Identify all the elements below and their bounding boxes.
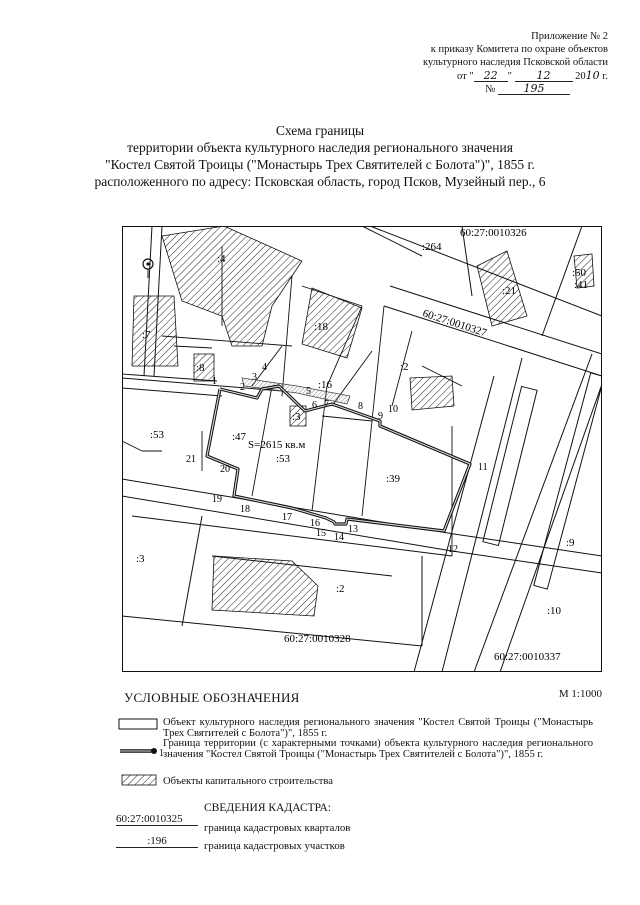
buildings: [132, 226, 594, 616]
svg-text:15: 15: [316, 528, 326, 539]
cadastre-quarter-number: 60:27:0010325: [116, 813, 198, 826]
document-title: [0, 122, 640, 190]
svg-text::2: :2: [336, 583, 345, 595]
map-scale: М 1:1000: [558, 688, 602, 700]
cadastral-map: [122, 226, 602, 672]
title-line-2: территории объекта культурного наследия регионального значения: [127, 140, 513, 155]
svg-text::21: :21: [502, 285, 517, 297]
heritage-object-footprint: [242, 378, 350, 404]
cadastre-parcel-desc: граница кадастровых участков: [204, 840, 345, 852]
svg-text::9: :9: [566, 537, 575, 549]
quarter-label: 60:27:0010337: [494, 651, 561, 663]
svg-text::2: :2: [400, 361, 409, 373]
order-date: от " 22 " 12 2010 г.: [456, 69, 608, 82]
svg-text::50: :50: [572, 267, 587, 279]
svg-text::53: :53: [276, 453, 291, 465]
title-line-4: расположенного по адресу: Псковская область, город Псков, Музейный пер., 6: [94, 174, 546, 189]
number-value: 195: [498, 83, 570, 95]
svg-text:16: 16: [310, 518, 320, 529]
svg-text::7: :7: [142, 329, 151, 341]
svg-text::53: :53: [150, 429, 165, 441]
svg-text::18: :18: [314, 321, 329, 333]
order-number: № 195: [358, 83, 608, 96]
svg-text:9: 9: [378, 411, 383, 422]
svg-text:8: 8: [358, 401, 363, 412]
svg-text:21: 21: [186, 454, 196, 465]
svg-text::8: :8: [196, 362, 205, 374]
legend-item-territory-boundary: [118, 743, 162, 762]
legend-text-territory-boundary: Граница территории (с характерными точками) объекта культурного наследия регионального значения "Костел Святой Троицы ("Монастырь Трех Святителей с Болота")", 1855 г.: [163, 738, 593, 760]
legend-heading: УСЛОВНЫЕ ОБОЗНАЧЕНИЯ: [124, 690, 300, 705]
svg-text::47: :47: [232, 431, 247, 443]
title-line-3: "Костел Святой Троицы ("Монастырь Трех Святителей с Болота")", 1855 г.: [105, 157, 535, 172]
quarter-label: 60:27:0010326: [460, 227, 527, 239]
svg-text:20: 20: [220, 464, 230, 475]
legend-point-number: 1: [159, 748, 164, 759]
order-line: к приказу Комитета по охране объектов: [430, 44, 608, 55]
svg-text:2: 2: [240, 382, 245, 393]
svg-text:19: 19: [212, 494, 222, 505]
cadastre-parcel-number: :196: [116, 835, 198, 848]
heritage-object-swatch: [118, 717, 158, 731]
date-month: 12: [515, 70, 573, 82]
building-swatch: [118, 773, 158, 787]
svg-text:3: 3: [252, 372, 257, 383]
legend-text-heritage-object: Объект культурного наследия регионального значения "Костел Святой Троицы ("Монастырь Трех Святителей с Болота")", 1855 г.: [163, 717, 593, 739]
svg-text::4: :4: [217, 253, 226, 265]
title-line-1: Схема границы: [275, 123, 365, 138]
svg-text::39: :39: [386, 473, 401, 485]
geodetic-mark: [143, 259, 153, 278]
svg-text::264: :264: [422, 241, 442, 253]
svg-text:4: 4: [262, 362, 267, 373]
appendix-label: Приложение № 2: [531, 31, 608, 42]
order-header: [358, 30, 608, 96]
boundary-swatch: [118, 743, 162, 759]
legend-item-heritage-object: [118, 717, 158, 734]
cadastre-quarter-desc: граница кадастровых кварталов: [204, 822, 351, 834]
svg-text::3: :3: [292, 411, 301, 423]
date-year: 10: [585, 69, 600, 82]
quarter-label: 60:27:0010327: [421, 307, 489, 340]
svg-text::41: :41: [574, 279, 589, 291]
svg-text:18: 18: [240, 504, 250, 515]
legend-item-buildings: [118, 773, 158, 790]
svg-text:13: 13: [348, 524, 358, 535]
svg-text:6: 6: [312, 400, 317, 411]
svg-text:11: 11: [478, 462, 488, 473]
area-label: S=2615 кв.м: [248, 439, 306, 451]
legend-text-buildings: Объекты капитального строительства: [163, 776, 333, 787]
svg-text:1: 1: [212, 376, 217, 387]
svg-text::16: :16: [318, 379, 333, 391]
cadastre-heading: СВЕДЕНИЯ КАДАСТРА:: [204, 802, 332, 814]
svg-text:5: 5: [306, 386, 311, 397]
svg-text:10: 10: [388, 404, 398, 415]
svg-text:7: 7: [324, 399, 329, 410]
svg-text::3: :3: [136, 553, 145, 565]
svg-text::10: :10: [547, 605, 562, 617]
svg-text:12: 12: [448, 544, 458, 555]
svg-text:14: 14: [334, 532, 344, 543]
order-line-2: культурного наследия Псковской области: [422, 57, 608, 68]
date-day: 22: [474, 70, 508, 82]
svg-text:17: 17: [282, 512, 292, 523]
quarter-label: 60:27:0010328: [284, 633, 351, 645]
